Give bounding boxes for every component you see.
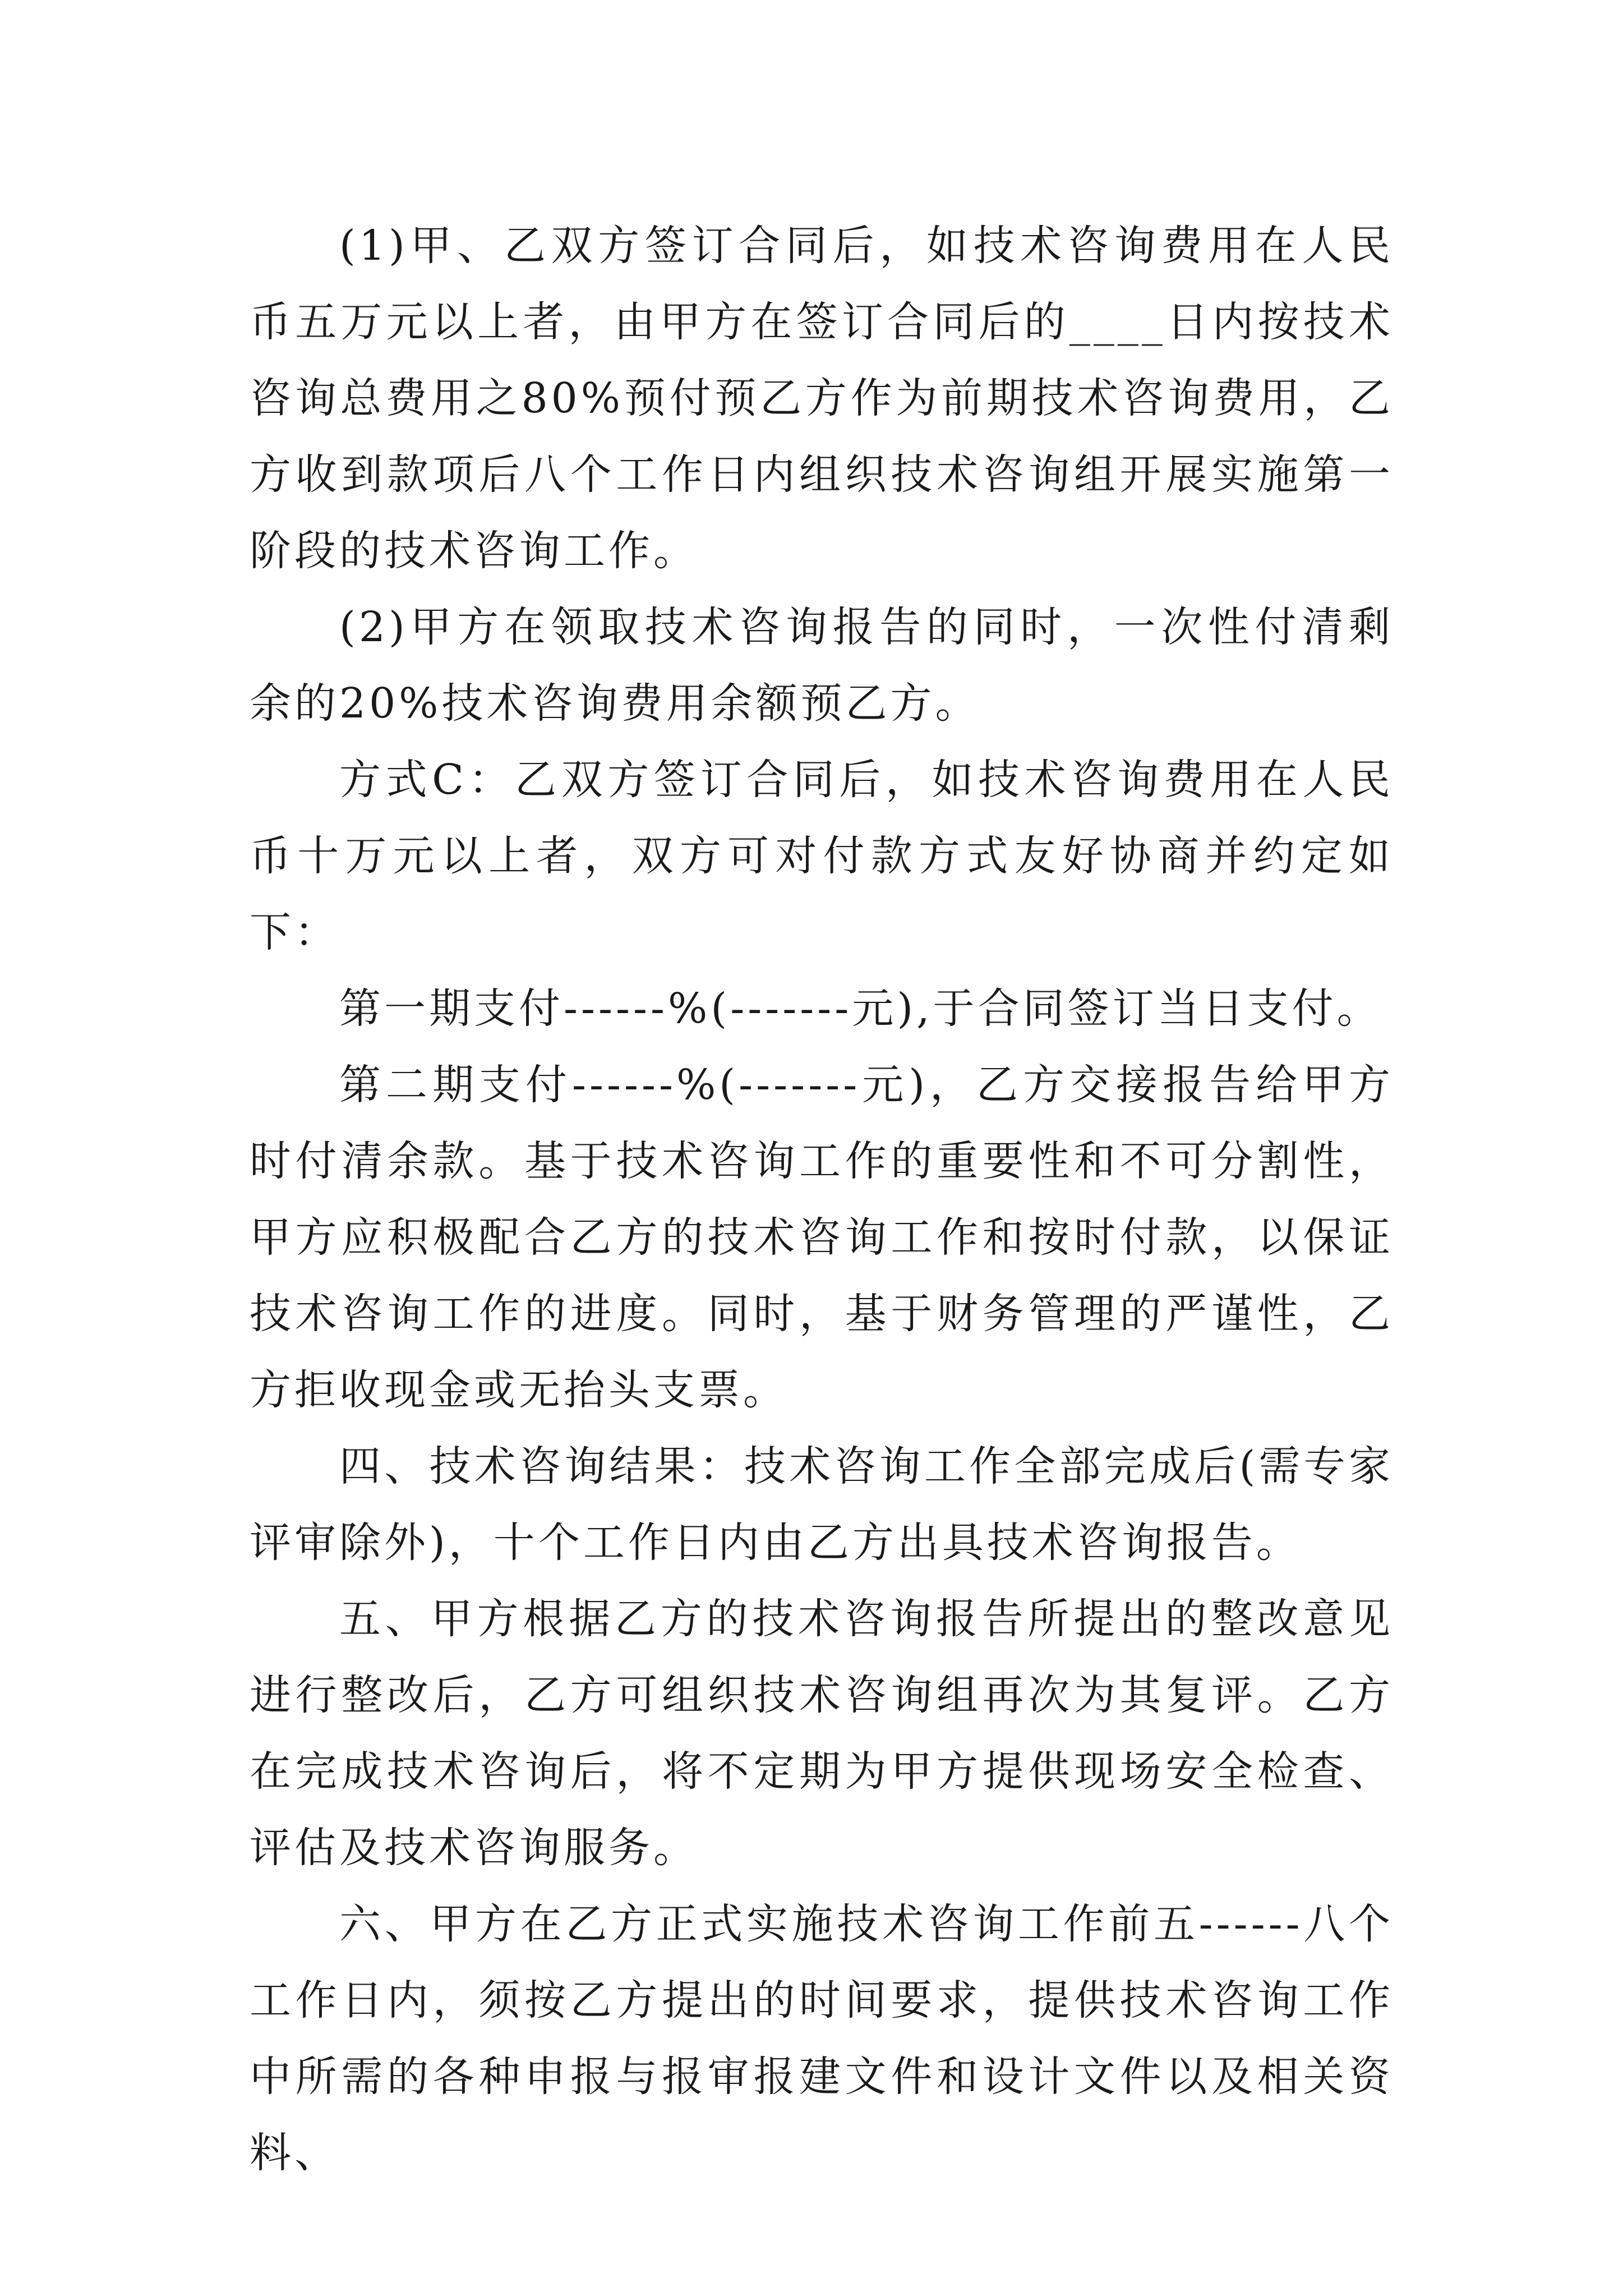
paragraph-section-4: 四、技术咨询结果：技术咨询工作全部完成后(需专家评审除外)，十个工作日内由乙方出具技术咨询报告。 bbox=[250, 1442, 1394, 1567]
document-body bbox=[250, 208, 1394, 2191]
paragraph-section-5: 五、甲方根据乙方的技术咨询报告所提出的整改意见进行整改后，乙方可组织技术咨询组再次为其复评。乙方在完成技术咨询后，将不定期为甲方提供现场安全检查、评估及技术咨询服务。 bbox=[250, 1595, 1394, 1872]
paragraph-payment-1: (1)甲、乙双方签订合同后，如技术咨询费用在人民币五万元以上者，由甲方在签订合同后的____日内按技术咨询总费用之80%预付预乙方作为前期技术咨询费用，乙方收到款项后八个工作日内组织技术咨询组开展实施第一阶段的技术咨询工作。 bbox=[250, 222, 1394, 575]
paragraph-installment-2: 第二期支付------%(-------元)，乙方交接报告给甲方时付清余款。基于技术咨询工作的重要性和不可分割性，甲方应积极配合乙方的技术咨询工作和按时付款，以保证技术咨询工作的进度。同时，基于财务管理的严谨性，乙方拒收现金或无抬头支票。 bbox=[250, 1061, 1394, 1414]
paragraph-payment-2: (2)甲方在领取技术咨询报告的同时，一次性付清剩余的20%技术咨询费用余额预乙方。 bbox=[250, 603, 1394, 728]
paragraph-installment-1: 第一期支付------%(-------元),于合同签订当日支付。 bbox=[339, 984, 1382, 1033]
paragraph-section-6: 六、甲方在乙方正式实施技术咨询工作前五------八个工作日内，须按乙方提出的时间要求，提供技术咨询工作中所需的各种申报与报审报建文件和设计文件以及相关资料、 bbox=[250, 1900, 1394, 2177]
paragraph-method-c: 方式C：乙双方签订合同后，如技术咨询费用在人民币十万元以上者，双方可对付款方式友好协商并约定如下： bbox=[250, 756, 1394, 956]
